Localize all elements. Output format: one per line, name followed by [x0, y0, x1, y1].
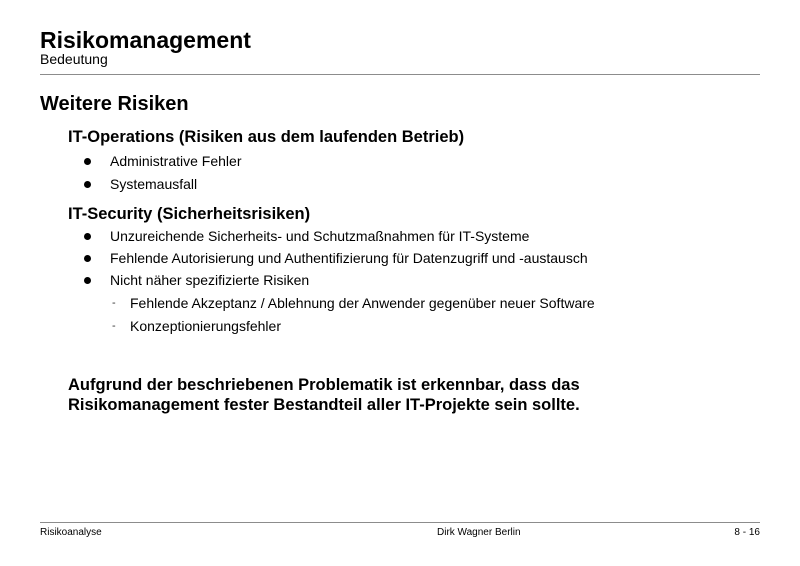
footer-topic: Risikoanalyse: [40, 527, 102, 538]
footer-author: Dirk Wagner Berlin: [437, 527, 521, 538]
list-item-text: Administrative Fehler: [110, 153, 242, 169]
group-heading-it-operations: IT-Operations (Risiken aus dem laufenden Betrieb): [68, 128, 465, 146]
slide-title: Risikomanagement: [40, 27, 251, 53]
group-heading-it-security: IT-Security (Sicherheitsrisiken): [68, 205, 311, 223]
section-title: Weitere Risiken: [40, 93, 189, 115]
list-item-text: Systemausfall: [110, 176, 198, 192]
list-item-text: Fehlende Autorisierung und Authentifizierung für Datenzugriff und -austausch: [110, 250, 588, 266]
header-divider: [40, 74, 760, 75]
conclusion-text: [68, 375, 580, 415]
conclusion-line-2: Risikomanagement fester Bestandteil aller IT-Projekte sein sollte.: [68, 396, 580, 414]
bullet-dot-icon: [84, 255, 91, 262]
footer-divider: [40, 522, 760, 523]
dash-marker-icon: -: [112, 320, 116, 332]
bullet-dot-icon: [84, 233, 91, 240]
sub-list-item-text: Fehlende Akzeptanz / Ablehnung der Anwender gegenüber neuer Software: [130, 295, 595, 311]
list-item-text: Nicht näher spezifizierte Risiken: [110, 272, 310, 288]
bullet-dot-icon: [84, 158, 91, 165]
list-item-text: Unzureichende Sicherheits- und Schutzmaßnahmen für IT-Systeme: [110, 228, 530, 244]
bullet-dot-icon: [84, 181, 91, 188]
page-number: 8 - 16: [734, 527, 760, 538]
bullet-dot-icon: [84, 277, 91, 284]
sub-list-item-text: Konzeptionierungsfehler: [130, 318, 281, 334]
slide-subtitle: Bedeutung: [40, 51, 108, 67]
conclusion-line-1: Aufgrund der beschriebenen Problematik ist erkennbar, dass das: [68, 376, 580, 394]
dash-marker-icon: -: [112, 297, 116, 309]
